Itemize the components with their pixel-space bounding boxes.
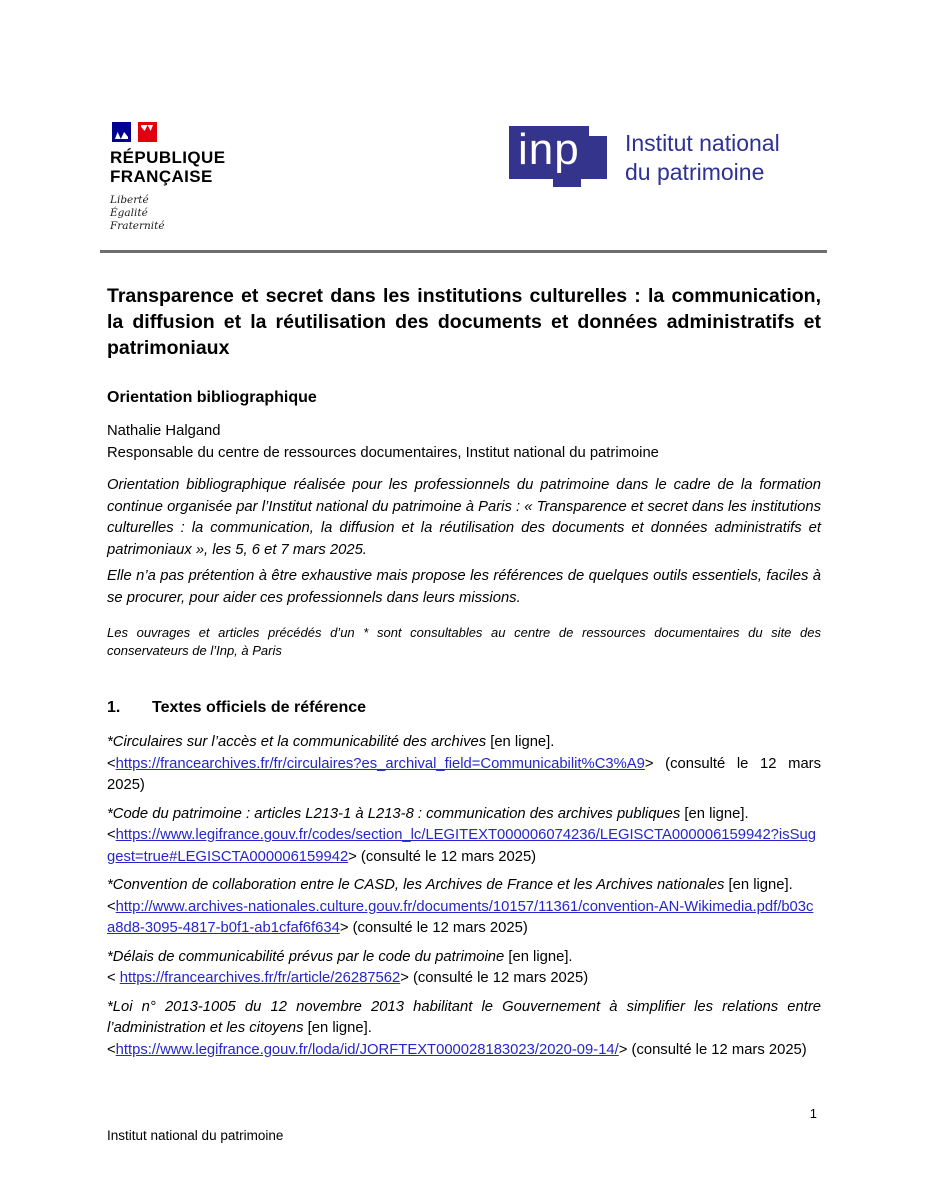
motto-fraternite: Fraternité	[110, 220, 165, 232]
entry-url-open: <	[107, 898, 116, 915]
inp-name-line2: du patrimoine	[625, 159, 765, 185]
entry-title: *Code du patrimoine : articles L213-1 à L213-8 : communication des archives publiques	[107, 805, 681, 822]
entry-link[interactable]: https://www.legifrance.gouv.fr/codes/section_lc/LEGITEXT000006074236/LEGISCTA000006159942?isSuggest=true#LEGISCTA000006159942	[107, 827, 816, 865]
author-block	[107, 420, 821, 464]
footer-organisation: Institut national du patrimoine	[107, 1128, 284, 1143]
author-role: Responsable du centre de ressources documentaires, Institut national du patrimoine	[107, 445, 659, 461]
document-body	[107, 0, 821, 1061]
entry-suffix: [en ligne].	[486, 734, 555, 750]
entry-url-open: <	[107, 970, 120, 986]
entry-link[interactable]: https://francearchives.fr/fr/circulaires?es_archival_field=Communicabilit%C3%A9	[115, 755, 645, 772]
entry-title: *Loi n° 2013-1005 du 12 novembre 2013 habilitant le Gouvernement à simplifier les relations entre l’administration et les citoyens	[107, 998, 821, 1036]
entry-url-open: <	[107, 1041, 116, 1058]
entry-consulted: > (consulté le 12 mars 2025)	[348, 848, 537, 865]
entry-suffix: [en ligne].	[303, 1020, 372, 1036]
bibliography-entry	[107, 947, 821, 990]
intro-paragraph-1: Orientation bibliographique réalisée pour les professionnels du patrimoine dans le cadre de la formation continue organisée par l’Institut national du patrimoine à Paris : « Transparence et secret dans les institutions culturelles : la communication, la diffusion et la réutilisation des documents et données administratifs et patrimoniaux », les 5, 6 et 7 mars 2025.	[107, 477, 821, 558]
bibliography-entry	[107, 875, 821, 940]
section-heading-1	[107, 699, 821, 717]
motto-liberte: Liberté	[110, 194, 149, 206]
republique-line1: RÉPUBLIQUE	[110, 148, 226, 167]
intro-paragraph-2: Elle n’a pas prétention à être exhaustive mais propose les références de quelques outils essentiels, faciles à se procurer, pour aider ces professionnels dans leurs missions.	[107, 568, 821, 606]
entry-suffix: [en ligne].	[724, 877, 793, 893]
entry-url-open: <	[107, 827, 116, 843]
entry-title: *Convention de collaboration entre le CASD, les Archives de France et les Archives nationales	[107, 877, 725, 893]
entry-suffix: [en ligne].	[504, 948, 573, 965]
entry-suffix: [en ligne].	[680, 805, 749, 822]
entry-consulted: > (consulté le 12 mars 2025)	[400, 970, 589, 986]
asterisk-note: Les ouvrages et articles précédés d’un * sont consultables au centre de ressources documentaires du site des conservateurs de l’Inp, à Paris	[107, 625, 821, 658]
page-number: 1	[809, 1106, 817, 1121]
section-number: 1.	[107, 699, 121, 716]
inp-logo-wordmark: inp	[518, 125, 580, 174]
document-title: Transparence et secret dans les institutions culturelles : la communication, la diffusion et la réutilisation des documents et données administratifs et patrimoniaux	[107, 285, 821, 359]
inp-name-line1: Institut national	[625, 130, 780, 156]
entry-link[interactable]: https://francearchives.fr/fr/article/26287562	[119, 970, 401, 986]
entry-consulted: > (consulté le 12 mars 2025)	[339, 920, 528, 936]
document-subtitle: Orientation bibliographique	[107, 389, 317, 406]
entry-title: *Délais de communicabilité prévus par le code du patrimoine	[107, 948, 505, 965]
entry-title: *Circulaires sur l’accès et la communicabilité des archives	[107, 734, 487, 750]
entry-consulted: > (consulté le 12 mars 2025)	[618, 1041, 807, 1058]
entry-url-open: <	[107, 755, 116, 772]
entry-consulted: > (consulté le 12 mars 2025)	[107, 755, 821, 793]
bibliography-entry	[107, 732, 821, 797]
bibliography-entry	[107, 804, 821, 869]
section-title: Textes officiels de référence	[152, 699, 367, 716]
motto-egalite: Égalité	[110, 207, 148, 219]
republique-line2: FRANÇAISE	[110, 167, 213, 186]
author-name: Nathalie Halgand	[107, 423, 221, 439]
bibliography-entry	[107, 997, 821, 1062]
entry-link[interactable]: https://www.legifrance.gouv.fr/loda/id/JORFTEXT000028183023/2020-09-14/	[115, 1041, 619, 1058]
entry-link[interactable]: http://www.archives-nationales.culture.gouv.fr/documents/10157/11361/convention-AN-Wikimedia.pdf/b03ca8d8-3095-4817-b0f1-ab1cfaf6f634	[107, 898, 814, 936]
